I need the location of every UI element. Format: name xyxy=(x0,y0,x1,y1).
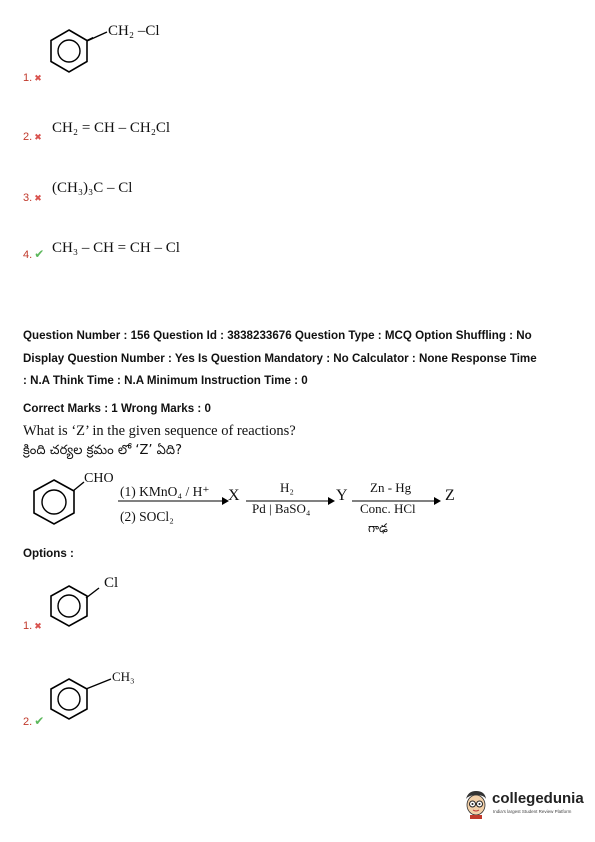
prev-option-2-number: 2. ✖ xyxy=(23,131,42,143)
logo-wordmark: collegedunia xyxy=(492,790,584,807)
prev-opt3-formula: (CH₃)₃C – Cl xyxy=(52,180,133,196)
prev-option-4-number: 4. ✔ xyxy=(23,247,45,261)
cross-icon: ✖ xyxy=(34,73,42,83)
intermediate-y: Y xyxy=(336,487,348,504)
collegedunia-logo[interactable] xyxy=(462,785,590,825)
prev-opt1-formula: CH₂ –Cl xyxy=(108,23,160,39)
cross-icon: ✖ xyxy=(34,132,42,142)
step2-bottom: Pd | BaSO₄ xyxy=(252,501,311,516)
step3-bottom: Conc. HCl xyxy=(360,501,416,516)
step3-top: Zn - Hg xyxy=(370,480,412,495)
step2-top: H₂ xyxy=(280,480,294,495)
meta-line-2: Display Question Number : Yes Is Question Mandatory : No Calculator : None Response Time xyxy=(23,351,537,365)
prev-option-1-number: 1. ✖ xyxy=(23,72,42,84)
option-1-substituent: Cl xyxy=(104,575,119,591)
question-telugu: క్రింది చర్యల క్రమం లో ‘Z’ ఏది? xyxy=(23,443,182,458)
bond-line xyxy=(85,30,110,44)
meta-line-1: Question Number : 156 Question Id : 3838233676 Question Type : MCQ Option Shuffling : No xyxy=(23,329,532,342)
option-2-substituent: CH₃ xyxy=(112,669,135,684)
prev-option-3-number: 3. ✖ xyxy=(23,192,42,204)
reaction-substituent: CHO xyxy=(84,471,114,486)
option-1-number[interactable]: 1. ✖ xyxy=(23,620,42,632)
logo-tagline: India's largest Student Review Platform xyxy=(493,809,572,814)
reaction-arrow-1 xyxy=(118,496,230,506)
prev-opt2-formula: CH₂ = CH – CH₂Cl xyxy=(52,120,171,136)
marks-line: Correct Marks : 1 Wrong Marks : 0 xyxy=(23,402,211,415)
check-icon: ✔ xyxy=(34,247,45,261)
bond-line xyxy=(85,586,101,600)
option-2-number[interactable]: 2. ✔ xyxy=(23,714,45,728)
cross-icon: ✖ xyxy=(34,193,42,203)
prev-opt4-formula: CH₃ – CH = CH – Cl xyxy=(52,240,180,256)
intermediate-x: X xyxy=(228,487,240,504)
step3-note: గాఢ xyxy=(368,521,388,535)
mascot-icon xyxy=(462,789,490,819)
product-z: Z xyxy=(445,487,455,504)
bond-line xyxy=(85,677,113,691)
cross-icon: ✖ xyxy=(34,621,42,631)
step1-top: (1) KMnO₄ / H⁺ xyxy=(120,484,210,499)
step1-bottom: (2) SOCl₂ xyxy=(120,509,174,524)
options-label: Options : xyxy=(23,547,74,560)
meta-line-3: : N.A Think Time : N.A Minimum Instruction Time : 0 xyxy=(23,374,308,387)
question-english: What is ‘Z’ in the given sequence of reactions? xyxy=(23,423,296,439)
check-icon: ✔ xyxy=(34,714,45,728)
question-meta xyxy=(23,325,583,393)
